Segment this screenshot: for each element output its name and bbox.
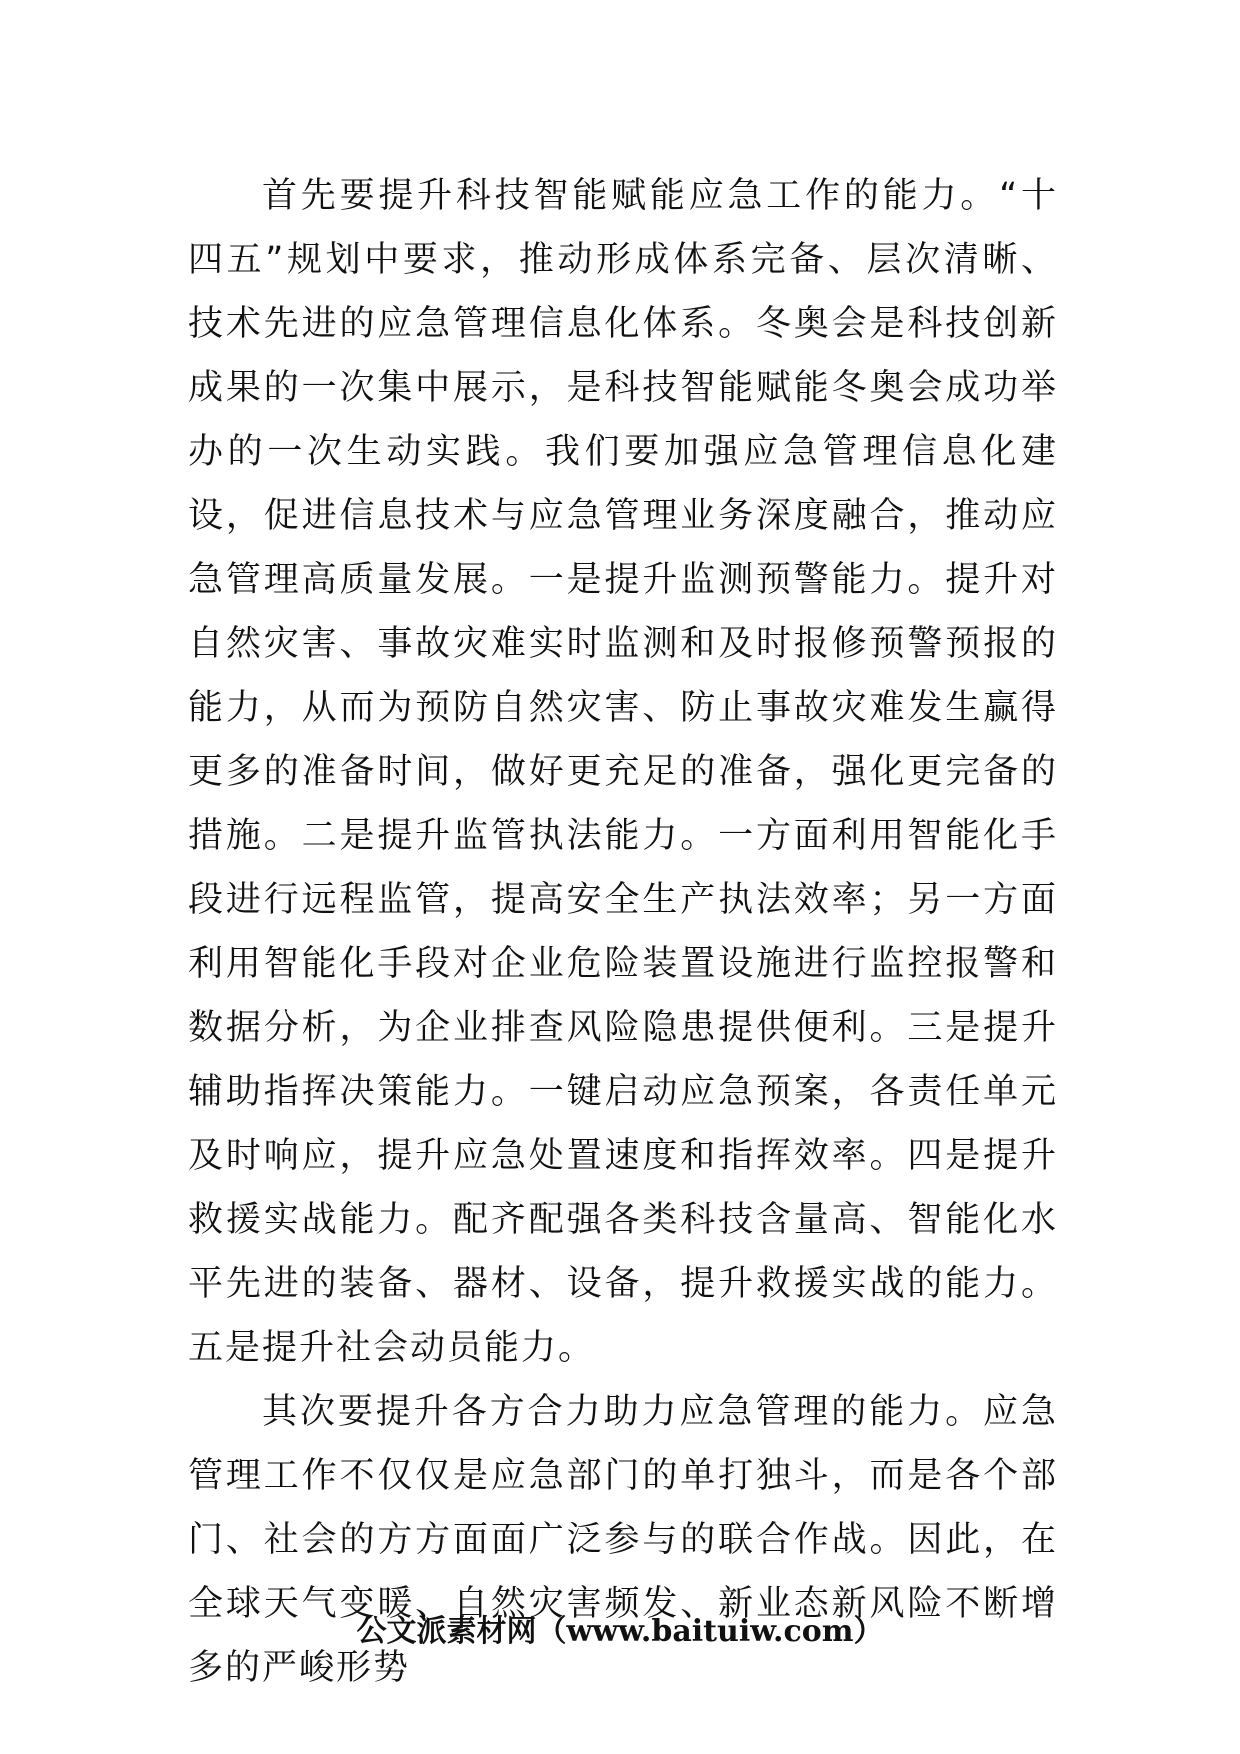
footer-watermark: 公文派素材网（www.baituiw.com） [356,1614,884,1649]
paragraph-1: 首先要提升科技智能赋能应急工作的能力。“十四五”规划中要求，推动形成体系完备、层次清晰、技术先进的应急管理信息化体系。冬奥会是科技创新成果的一次集中展示，是科技智能赋能冬奥会成功举办的一次生动实践。我们要加强应急管理信息化建设，促进信息技术与应急管理业务深度融合，推动应急管理高质量发展。一是提升监测预警能力。提升对自然灾害、事故灾难实时监测和及时报修预警预报的能力，从而为预防自然灾害、防止事故灾难发生赢得更多的准备时间，做好更充足的准备，强化更完备的措施。二是提升监管执法能力。一方面利用智能化手段进行远程监管，提高安全生产执法效率；另一方面利用智能化手段对企业危险装置设施进行监控报警和数据分析，为企业排查风险隐患提供便利。三是提升辅助指挥决策能力。一键启动应急预案，各责任单元及时响应，提升应急处置速度和指挥效率。四是提升救援实战能力。配齐配强各类科技含量高、智能化水平先进的装备、器材、设备，提升救援实战的能力。五是提升社会动员能力。 [188,176,1058,1368]
document-body [188,164,1058,1700]
paragraph-2: 其次要提升各方合力助力应急管理的能力。应急管理工作不仅仅是应急部门的单打独斗，而是各个部门、社会的方方面面广泛参与的联合作战。因此，在全球天气变暖、自然灾害频发、新业态新风险不断增多的严峻形势 [188,1392,1058,1688]
